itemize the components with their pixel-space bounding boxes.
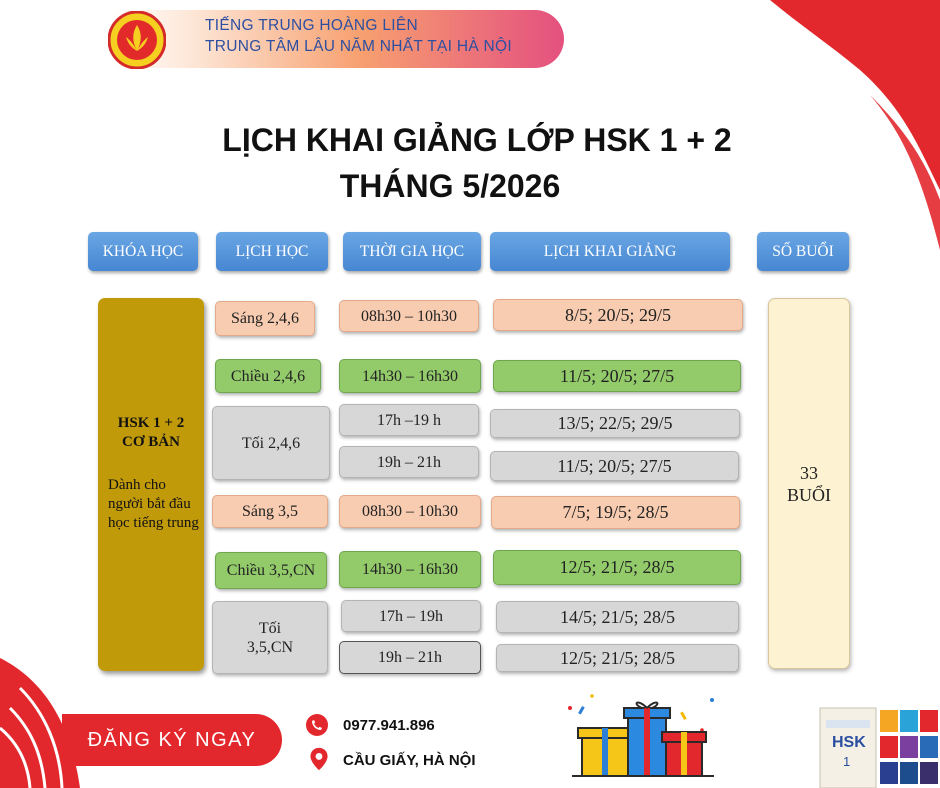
time-cell: 14h30 – 16h30 [339, 359, 481, 393]
address-text: CẦU GIẤY, HÀ NỘI [343, 752, 476, 769]
opening-date-cell: 8/5; 20/5; 29/5 [493, 299, 743, 331]
hsk-books-icon [818, 706, 940, 788]
course-description: Dành cho người bắt đầu học tiếng trung [108, 477, 199, 531]
time-cell: 17h – 19h [341, 600, 481, 632]
sessions-count [768, 462, 850, 506]
header-opening: LỊCH KHAI GIẢNG [490, 232, 730, 271]
schedule-cell: Chiều 2,4,6 [215, 359, 321, 393]
sessions-count-number: 33 [800, 463, 818, 483]
header-sessions: SỐ BUỔI [757, 232, 849, 271]
schedule-cell: Sáng 2,4,6 [215, 301, 315, 336]
opening-date-cell: 14/5; 21/5; 28/5 [496, 601, 739, 633]
sessions-count-unit: BUỔI [787, 485, 831, 505]
opening-date-cell: 11/5; 20/5; 27/5 [490, 451, 739, 481]
schedule-cell: Chiều 3,5,CN [215, 552, 327, 589]
time-cell: 17h –19 h [339, 404, 479, 436]
opening-date-cell: 13/5; 22/5; 29/5 [490, 409, 740, 438]
schedule-cell: Sáng 3,5 [212, 495, 328, 528]
header-time: THỜI GIA HỌC [343, 232, 481, 271]
opening-date-cell: 12/5; 21/5; 28/5 [493, 550, 741, 585]
schedule-cell: Tối 3,5,CN [212, 601, 328, 674]
page-title: LỊCH KHAI GIẢNG LỚP HSK 1 + 2 [222, 122, 732, 158]
course-name [98, 414, 204, 452]
time-cell: 08h30 – 10h30 [339, 495, 481, 528]
time-cell: 19h – 21h [339, 446, 479, 478]
phone-number[interactable]: 0977.941.896 [343, 717, 435, 734]
opening-date-cell: 12/5; 21/5; 28/5 [496, 644, 739, 672]
opening-date-cell: 7/5; 19/5; 28/5 [491, 496, 740, 529]
page-subtitle: THÁNG 5/2026 [339, 168, 561, 204]
header-course: KHÓA HỌC [88, 232, 198, 271]
brand-name: TIẾNG TRUNG HOÀNG LIÊN [205, 17, 419, 34]
time-cell: 14h30 – 16h30 [339, 551, 481, 588]
opening-date-cell: 11/5; 20/5; 27/5 [493, 360, 741, 392]
course-name-line2: CƠ BẢN [122, 434, 180, 450]
course-name-line1: HSK 1 + 2 [117, 415, 185, 431]
gift-boxes-icon [562, 690, 722, 780]
time-cell: 19h – 21h [339, 641, 481, 674]
schedule-cell: Tối 2,4,6 [212, 406, 330, 480]
header-schedule: LỊCH HỌC [216, 232, 328, 271]
time-cell: 08h30 – 10h30 [339, 300, 479, 332]
brand-tagline: TRUNG TÂM LÂU NĂM NHẤT TẠI HÀ NỘI [205, 38, 513, 55]
register-button[interactable]: ĐĂNG KÝ NGAY [62, 714, 282, 766]
hsk-book-label: HSK [832, 734, 866, 751]
hsk-book-level: 1 [843, 754, 851, 769]
lotus-logo-icon [108, 11, 166, 69]
location-pin-icon [307, 747, 331, 771]
phone-icon [305, 713, 329, 737]
